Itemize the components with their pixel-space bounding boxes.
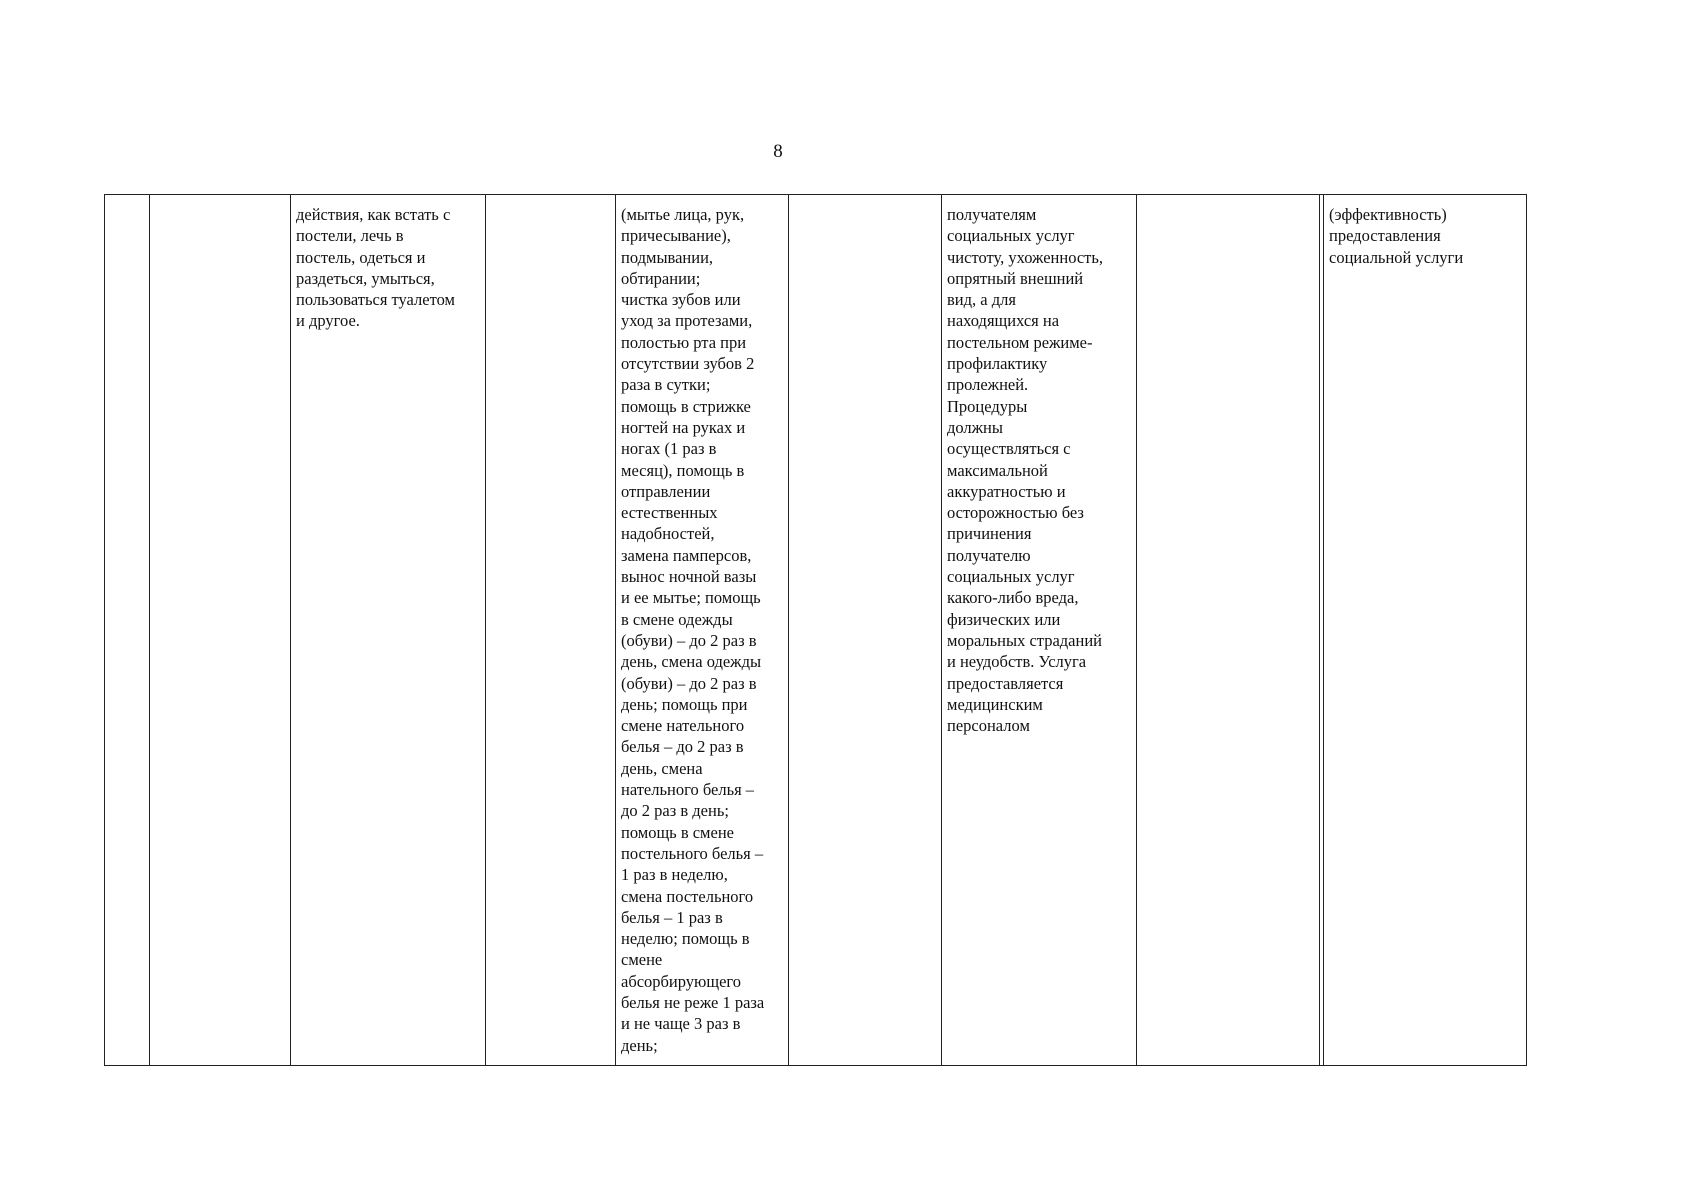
services-table <box>104 194 1527 1066</box>
table-cell: получателям социальных услуг чистоту, ухоженность, опрятный внешний вид, а для находящихся на постельном режиме- профилактику пролежней. Процедуры должны осуществляться с максимальной аккуратностью и осторожностью без причинения получателю социальных услуг какого-либо вреда, физических или моральных страданий и неудобств. Услуга предоставляется медицинским персоналом <box>942 195 1137 1066</box>
page-number: 8 <box>773 141 783 162</box>
table-cell: (эффективность) предоставления социальной услуги <box>1324 195 1527 1066</box>
table-cell <box>150 195 291 1066</box>
table-cell <box>1137 195 1320 1066</box>
table-cell: действия, как встать с постели, лечь в постель, одеться и раздеться, умыться, пользоваться туалетом и другое. <box>291 195 486 1066</box>
table-cell <box>105 195 150 1066</box>
table-row <box>105 195 1527 1066</box>
table-cell <box>486 195 616 1066</box>
table-cell <box>789 195 942 1066</box>
table-cell: (мытье лица, рук, причесывание), подмывании, обтирании; чистка зубов или уход за протезами, полостью рта при отсутствии зубов 2 раза в сутки; помощь в стрижке ногтей на руках и ногах (1 раз в месяц), помощь в отправлении естественных надобностей, замена памперсов, вынос ночной вазы и ее мытье; помощь в смене одежды (обуви) – до 2 раз в день, смена одежды (обуви) – до 2 раз в день; помощь при смене нательного белья – до 2 раз в день, смена нательного белья – до 2 раз в день; помощь в смене постельного белья – 1 раз в неделю, смена постельного белья – 1 раз в неделю; помощь в смене абсорбирующего белья не реже 1 раза и не чаще 3 раз в день; <box>616 195 789 1066</box>
